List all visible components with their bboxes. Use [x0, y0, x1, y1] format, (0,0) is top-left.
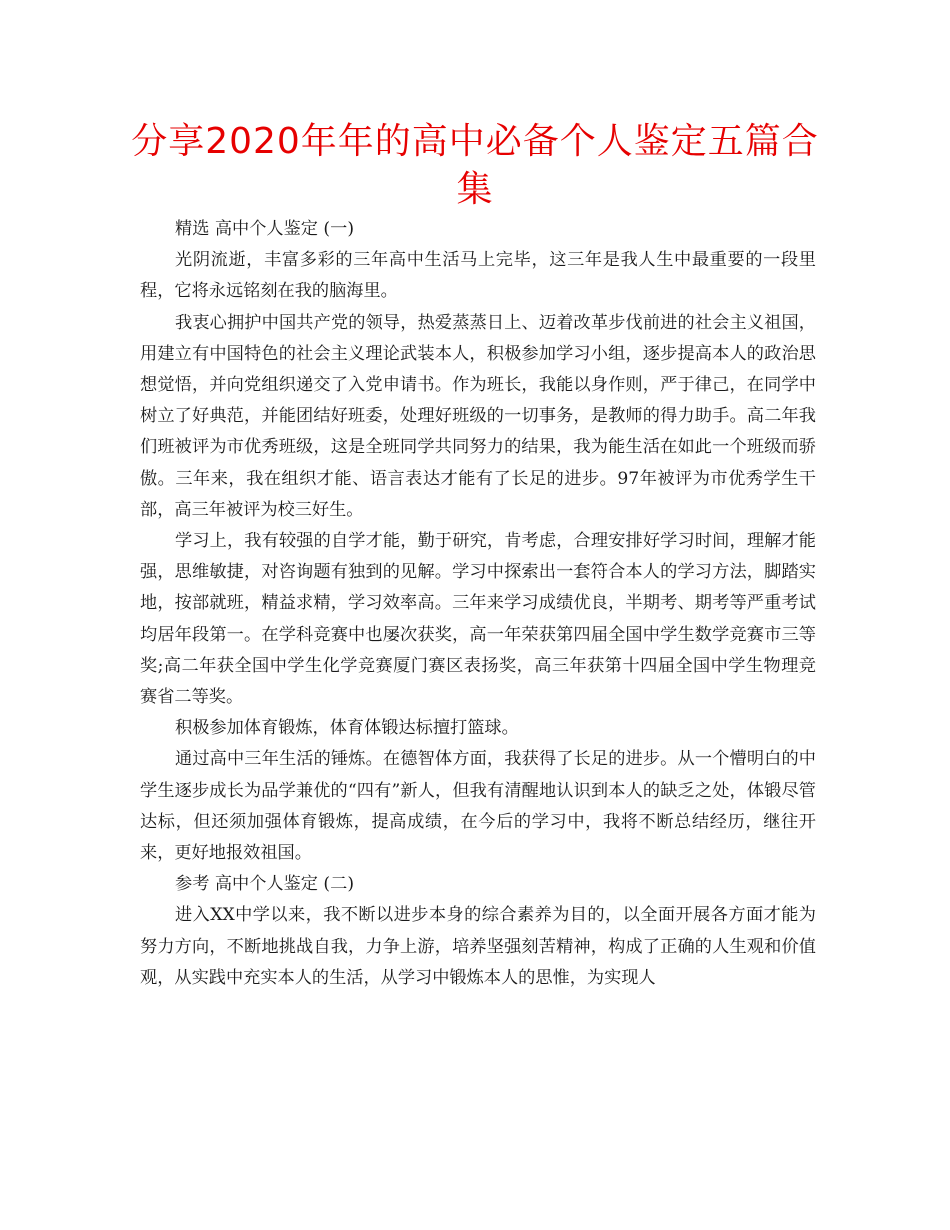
- section-heading: 参考 高中个人鉴定 (二): [175, 874, 355, 895]
- body-paragraph: 我衷心拥护中国共产党的领导，热爱蒸蒸日上、迈着改革步伐前进的社会主义祖国，用建立有中国特色的社会主义理论武装本人，积极参加学习小组，逐步提高本人的政治思想觉悟，并向党组织递交了入党申请书。作为班长，我能以身作则，严于律己，在同学中树立了好典范，并能团结好班委，处理好班级的一切事务，是教师的得力助手。高二年我们班被评为市优秀班级，这是全班同学共同努力的结果，我为能生活在如此一个班级而骄傲。三年来，我在组织才能、语言表达才能有了长足的进步。97年被评为市优秀学生干部，高三年被评为校三好生。: [140, 312, 816, 520]
- body-paragraph: 积极参加体育锻炼，体育体锻达标擅打篮球。: [175, 718, 519, 739]
- section-heading: 精选 高中个人鉴定 (一): [175, 219, 355, 239]
- body-paragraph: 光阴流逝，丰富多彩的三年高中生活马上完毕，这三年是我人生中最重要的一段里程，它将永远铭刻在我的脑海里。: [140, 250, 816, 302]
- document-title: 分享2020年年的高中必备个人鉴定五篇合集: [131, 121, 819, 210]
- body-paragraph: 通过高中三年生活的锤炼。在德智体方面，我获得了长足的进步。从一个懵明白的中学生逐步成长为品学兼优的“四有”新人，但我有清醒地认识到本人的缺乏之处，体锻尽管达标，但还须加强体育锻炼，提高成绩，在今后的学习中，我将不断总结经历，继往开来，更好地报效祖国。: [140, 749, 816, 864]
- body-paragraph: 进入XX中学以来，我不断以进步本身的综合素养为目的，以全面开展各方面才能为努力方向，不断地挑战自我，力争上游，培养坚强刻苦精神，构成了正确的人生观和价值观，从实践中充实本人的生活，从学习中锻炼本人的思惟，为实现人: [140, 905, 816, 988]
- body-paragraph: 学习上，我有较强的自学才能，勤于研究，肯考虑，合理安排好学习时间，理解才能强，思维敏捷，对咨询题有独到的见解。学习中探索出一套符合本人的学习方法，脚踏实地，按部就班，精益求精，学习效率高。三年来学习成绩优良，半期考、期考等严重考试均居年段第一。在学科竞赛中也屡次获奖，高一年荣获第四届全国中学生数学竞赛市三等奖;高二年获全国中学生化学竞赛厦门赛区表扬奖，高三年获第十四届全国中学生物理竞赛省二等奖。: [140, 531, 816, 708]
- document-body: [140, 214, 816, 994]
